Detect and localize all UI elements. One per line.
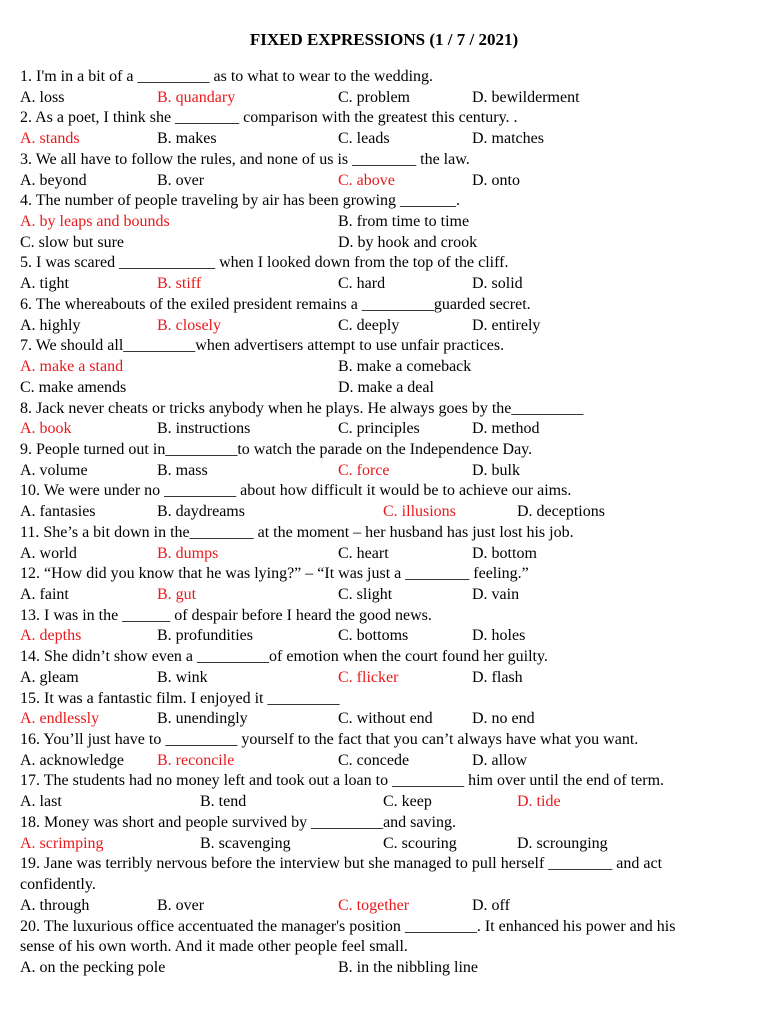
- page-title: FIXED EXPRESSIONS (1 / 7 / 2021): [249, 30, 519, 49]
- question-text: sense of his own worth. And it made other people feel small.: [20, 938, 408, 956]
- options-row: [20, 378, 748, 399]
- answer-option: B. unendingly: [157, 710, 248, 728]
- answer-option: B. wink: [157, 668, 208, 686]
- answer-option: D. allow: [472, 751, 528, 769]
- answer-option: C. problem: [338, 88, 410, 106]
- answer-option: C. hard: [338, 275, 386, 293]
- answer-option: B. mass: [157, 461, 208, 479]
- question-text: 20. The luxurious office accentuated the manager's position _________. It enhanced his power and his: [20, 917, 676, 935]
- answer-option-correct: B. gut: [157, 586, 197, 603]
- answer-option-correct: A. make a stand: [20, 358, 124, 376]
- answer-option: D. holes: [472, 627, 526, 645]
- answer-option: C. keep: [383, 793, 432, 811]
- answer-option: B. instructions: [157, 420, 251, 438]
- question-text: 18. Money was short and people survived by _________and saving.: [20, 813, 456, 831]
- answer-option: D. solid: [472, 275, 523, 293]
- answer-option: B. over: [157, 896, 205, 914]
- answer-option: D. off: [472, 896, 510, 914]
- options-row: [20, 316, 748, 337]
- options-row: [20, 751, 748, 772]
- answer-option-correct: C. force: [338, 461, 390, 479]
- question-text: 2. As a poet, I think she ________ comparison with the greatest this century. .: [20, 109, 518, 127]
- answer-option: A. world: [20, 544, 77, 562]
- answer-option: D. deceptions: [517, 503, 605, 521]
- answer-option: B. profundities: [157, 627, 253, 645]
- answer-option: C. principles: [338, 420, 420, 438]
- answer-option: D. bulk: [472, 461, 520, 479]
- answer-option: B. over: [157, 171, 205, 189]
- answer-option-correct: A. by leaps and bounds: [20, 213, 170, 231]
- answer-option: A. gleam: [20, 668, 79, 686]
- options-row: [20, 585, 748, 606]
- answer-option: D. flash: [472, 668, 523, 686]
- answer-option-correct: B. closely: [157, 316, 221, 334]
- options-row: [20, 792, 748, 813]
- answer-option: C. slight: [338, 586, 393, 603]
- answer-option-correct: D. tide: [517, 793, 561, 811]
- answer-option: D. vain: [472, 586, 520, 603]
- answer-option: A. volume: [20, 461, 88, 479]
- answer-option-correct: B. quandary: [157, 88, 236, 106]
- options-row: [20, 834, 748, 855]
- answer-option-correct: A. endlessly: [20, 710, 100, 728]
- answer-option: D. onto: [472, 171, 520, 189]
- answer-option: D. by hook and crook: [338, 233, 478, 251]
- answer-option: A. tight: [20, 275, 69, 293]
- answer-option: C. deeply: [338, 316, 400, 334]
- options-row: [20, 233, 748, 254]
- options-row: [20, 502, 748, 523]
- question-text: 17. The students had no money left and took out a loan to _________ him over until the end of term.: [20, 772, 665, 790]
- answer-option: C. slow but sure: [20, 233, 124, 251]
- answer-option: B. make a comeback: [338, 358, 472, 376]
- answer-option: A. acknowledge: [20, 751, 124, 769]
- answer-option: A. through: [20, 896, 90, 914]
- answer-option-correct: A. depths: [20, 627, 82, 645]
- answer-option: D. no end: [472, 710, 535, 728]
- answer-option: A. highly: [20, 316, 81, 334]
- answer-option-correct: B. reconcile: [157, 751, 235, 769]
- question-text: 16. You’ll just have to _________ yourself to the fact that you can’t always have what you want.: [20, 731, 639, 749]
- question-text: 11. She’s a bit down in the________ at the moment – her husband has just lost his job.: [20, 523, 574, 541]
- options-row: [20, 357, 748, 378]
- options-row: [20, 958, 748, 979]
- options-row: [20, 274, 748, 295]
- options-row: [20, 896, 748, 917]
- question-text: 19. Jane was terribly nervous before the interview but she managed to pull herself ________ and act: [20, 855, 663, 873]
- answer-option: D. entirely: [472, 316, 541, 334]
- options-row: [20, 171, 748, 192]
- answer-option: C. without end: [338, 710, 433, 728]
- question-text: 1. I'm in a bit of a _________ as to what to wear to the wedding.: [20, 68, 434, 85]
- answer-option: D. bottom: [472, 544, 537, 562]
- options-row: [20, 88, 748, 109]
- answer-option: A. fantasies: [20, 503, 96, 521]
- answer-option-correct: C. illusions: [383, 503, 456, 521]
- options-row: [20, 129, 748, 150]
- question-text: 4. The number of people traveling by air has been growing _______.: [20, 192, 461, 210]
- answer-option-correct: C. together: [338, 896, 410, 914]
- options-row: [20, 626, 748, 647]
- answer-option: B. in the nibbling line: [338, 958, 478, 976]
- answer-option: A. beyond: [20, 171, 87, 189]
- answer-option: C. bottoms: [338, 627, 409, 645]
- answer-option: A. faint: [20, 586, 69, 603]
- answer-option: C. leads: [338, 130, 390, 148]
- answer-option: C. heart: [338, 544, 389, 562]
- answer-option: B. scavenging: [200, 834, 291, 852]
- answer-option: A. on the pecking pole: [20, 958, 166, 976]
- options-row: [20, 668, 748, 689]
- answer-option-correct: A. book: [20, 420, 72, 438]
- answer-option-correct: C. above: [338, 171, 395, 189]
- answer-option: B. makes: [157, 130, 217, 148]
- question-text: 14. She didn’t show even a _________of emotion when the court found her guilty.: [20, 648, 548, 666]
- question-text: 13. I was in the ______ of despair before I heard the good news.: [20, 606, 432, 624]
- question-text: 8. Jack never cheats or tricks anybody when he plays. He always goes by the_________: [20, 399, 584, 417]
- answer-option: B. daydreams: [157, 503, 245, 521]
- question-text: 5. I was scared ____________ when I looked down from the top of the cliff.: [20, 254, 509, 272]
- answer-option: D. make a deal: [338, 378, 434, 396]
- answer-option-correct: B. dumps: [157, 544, 219, 562]
- options-row: [20, 461, 748, 482]
- answer-option: D. bewilderment: [472, 88, 580, 106]
- options-row: [20, 419, 748, 440]
- question-text: 9. People turned out in_________to watch the parade on the Independence Day.: [20, 440, 533, 458]
- answer-option: D. method: [472, 420, 540, 438]
- answer-option: D. scrounging: [517, 834, 608, 852]
- question-text: 3. We all have to follow the rules, and none of us is ________ the law.: [20, 150, 470, 168]
- question-text: 6. The whereabouts of the exiled president remains a _________guarded secret.: [20, 295, 531, 313]
- answer-option: A. last: [20, 793, 62, 811]
- question-text: 7. We should all_________when advertisers attempt to use unfair practices.: [20, 337, 505, 355]
- answer-option: B. tend: [200, 793, 247, 811]
- answer-option: C. make amends: [20, 378, 127, 396]
- answer-option-correct: A. stands: [20, 130, 80, 148]
- answer-option: B. from time to time: [338, 213, 470, 231]
- answer-option: D. matches: [472, 130, 544, 148]
- answer-option-correct: B. stiff: [157, 275, 202, 293]
- question-text: 15. It was a fantastic film. I enjoyed it _________: [20, 689, 340, 707]
- answer-option-correct: A. scrimping: [20, 834, 104, 852]
- answer-option-correct: C. flicker: [338, 668, 399, 686]
- question-text: 12. “How did you know that he was lying?” – “It was just a ________ feeling.”: [20, 565, 529, 583]
- answer-option: C. concede: [338, 751, 410, 769]
- options-row: [20, 544, 748, 565]
- options-row: [20, 212, 748, 233]
- question-text: confidently.: [20, 876, 96, 894]
- question-text: 10. We were under no _________ about how difficult it would be to achieve our aims.: [20, 482, 572, 500]
- answer-option: C. scouring: [383, 834, 457, 852]
- answer-option: A. loss: [20, 88, 65, 106]
- options-row: [20, 709, 748, 730]
